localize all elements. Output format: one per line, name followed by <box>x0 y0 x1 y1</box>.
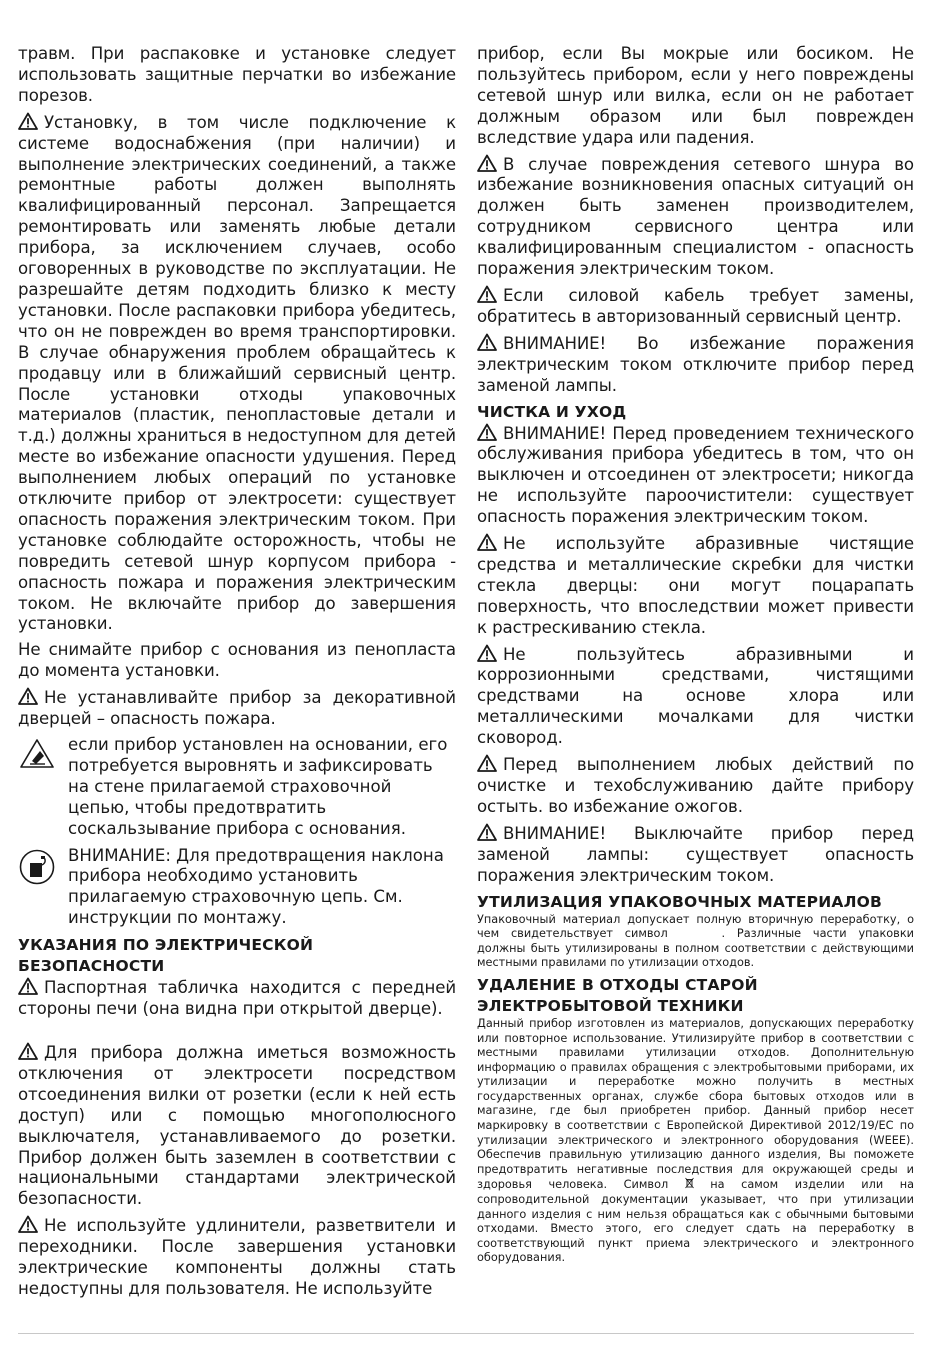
paragraph-maintenance: ВНИМАНИЕ! Перед проведением технического обслуживания прибора убедитесь в том, что он выключен и отсоединен от электросети; никогда не используйте пароочистители: существует опасность поражения электрическим током. <box>477 423 914 527</box>
warning-icon <box>477 754 497 772</box>
paragraph-decorative-door: Не устанавливайте прибор за декоративной дверцей – опасность пожара. <box>18 688 456 729</box>
tip-over-warning-icon <box>18 737 56 775</box>
right-column <box>477 44 914 1270</box>
warning-icon <box>477 154 497 172</box>
paragraph-foam-base: Не снимайте прибор с основания из пенопласта до момента установки. <box>18 640 456 681</box>
paragraph-cool-down: Перед выполнением любых действий по очистке и техобслуживанию дайте прибору остыть. во избежание ожогов. <box>477 755 914 816</box>
paragraph-installation: Установку, в том числе подключение к системе водоснабжения (при наличии) и выполнение электрических соединений, а также ремонтные работы должен выполнять квалифицированный персонал. Запрещается ремонтировать или заменять любые детали прибора, за исключением случаев, особо оговоренных в руководстве по эксплуатации. Не разрешайте детям подходить близко к месту установки. После распаковки прибора убедитесь, что он не поврежден во время транспортировки. В случае обнаружения проблем обращайтесь к продавцу или в ближайший сервисный центр. После установки отходы упаковочных материалов (пластик, пенопластовые детали и т.д.) должны храниться в недоступном для детей месте во избежание опасности удушения. Перед выполнением любых операций по установке отключите прибор от электросети: существует опасность поражения электрическим током. При установке соблюдайте осторожность, чтобы не повредить сетевой шнур корпусом прибора - опасность пожара и поражения электрическим током. Не включайте прибор до завершения установки. <box>18 112 456 634</box>
warning-icon <box>477 823 497 841</box>
heading-packaging-disposal: УТИЛИЗАЦИЯ УПАКОВОЧНЫХ МАТЕРИАЛОВ <box>477 892 883 911</box>
crossed-bin-icon <box>685 1177 694 1189</box>
paragraph-weee: Данный прибор изготовлен из материалов, допускающих переработку или повторное использование. Утилизируйте прибор в соответствии с местными правилами утилизации отходов. Дополнительную информацию о правилах обращения с электробытовыми приборами, их утилизации и переработке можно получить в местных государственных органах, службе сбора бытовых отходов или в магазине, где был приобретен прибор. Данный прибор несет маркировку в соответствии с Европейской Директивой 2012/19/EC по утилизации электрического и электронного оборудования (WEEE). Обеспечив правильную утилизацию данного изделия, Вы поможете предотвратить негативные последствия для окружающей среды и здоровья человека. Символ на самом изделии или на сопроводительной документации указывает, что при утилизации данного изделия с ним нельзя обращаться как с обычными бытовыми отходами. Вместо этого, его следует сдать на переработку в соответствующий пункт приема электрического и электронного оборудования. <box>477 1016 914 1265</box>
tip-over-text: если прибор установлен на основании, его потребуется выровнять и зафиксировать на стене прилагаемой страховочной цепью, чтобы предотвратить соскальзывание прибора с основания. <box>68 735 448 838</box>
warning-icon <box>18 977 38 995</box>
left-column <box>18 44 456 1305</box>
heading-electrical-safety: УКАЗАНИЯ ПО ЭЛЕКТРИЧЕСКОЙ БЕЗОПАСНОСТИ <box>18 936 314 976</box>
paragraph-lamp-replacement: ВНИМАНИЕ! Во избежание поражения электрическим током отключите прибор перед заменой лампы. <box>477 333 914 395</box>
recycle-symbol-icon <box>679 927 721 938</box>
warning-icon <box>477 423 497 441</box>
warning-icon <box>18 687 38 705</box>
heading-weee-2: ЭЛЕКТРОБЫТОВОЙ ТЕХНИКИ <box>477 996 744 1015</box>
paragraph-abrasive-glass: Не используйте абразивные чистящие средства и металлические скребки для чистки стекла дверцы: они могут поцарапать поверхность, что впоследствии может привести к растрескиванию стекла. <box>477 534 914 637</box>
warning-icon <box>477 644 497 662</box>
paragraph-abrasive-agents: Не пользуйтесь абразивными и коррозионными средствами, чистящими средствами на основе хлора или металлическими мочалками для чистки сковород. <box>477 644 914 748</box>
paragraph-gloves: травм. При распаковке и установке следует использовать защитные перчатки во избежание порезов. <box>18 44 456 105</box>
footer-rule <box>18 1333 914 1334</box>
safety-chain-note <box>18 846 456 930</box>
paragraph-switch-off-lamp: ВНИМАНИЕ! Выключайте прибор перед заменой лампы: существует опасность поражения электрическим током. <box>477 823 914 885</box>
tip-over-note <box>18 735 456 840</box>
paragraph-cord-damage: В случае повреждения сетевого шнура во избежание возникновения опасных ситуаций он должен быть заменен производителем, сотрудником сервисного центра или квалифицированным специалистом - опасность поражения электрическим током. <box>477 154 914 279</box>
safety-chain-icon <box>18 848 56 886</box>
paragraph-disconnection: Для прибора должна иметься возможность отключения от электросети посредством отсоединения вилки от розетки (если к ней есть доступ) или с помощью многополюсного выключателя, устанавливаемого до розетки. Прибор должен быть заземлен в соответствии с национальными стандартами электрической безопасности. <box>18 1042 456 1209</box>
heading-weee-1: УДАЛЕНИЕ В ОТХОДЫ СТАРОЙ <box>477 975 758 994</box>
paragraph-extensions: Не используйте удлинители, разветвители и переходники. После завершения установки электрические компоненты должны стать недоступны для пользователя. Не используйте <box>18 1216 456 1298</box>
paragraph-wet-hands: прибор, если Вы мокрые или босиком. Не пользуйтесь прибором, если у него повреждены сетевой шнур или вилка, если он не работает должным образом или был поврежден вследствие удара или падения. <box>477 44 914 147</box>
paragraph-rating-plate: Паспортная табличка находится с передней стороны печи (она видна при открытой дверце). <box>18 978 456 1019</box>
warning-icon <box>477 333 497 351</box>
paragraph-packaging: Упаковочный материал допускает полную вторичную переработку, о чем свидетельствует символ . Различные части упаковки должны быть утилизированы в полном соответствии с действующими местными правилами по утилизации отходов. <box>477 912 914 970</box>
warning-icon <box>18 1042 38 1060</box>
safety-chain-text: ВНИМАНИЕ: Для предотвращения наклона прибора необходимо установить прилагаемую страховочную цепь. См. инструкции по монтажу. <box>68 845 444 928</box>
warning-icon <box>18 1215 38 1233</box>
warning-icon <box>18 112 38 130</box>
paragraph-cable-replacement: Если силовой кабель требует замены, обратитесь в авторизованный сервисный центр. <box>477 285 914 326</box>
heading-cleaning: ЧИСТКА И УХОД <box>477 402 627 421</box>
warning-icon <box>477 533 497 551</box>
warning-icon <box>477 285 497 303</box>
